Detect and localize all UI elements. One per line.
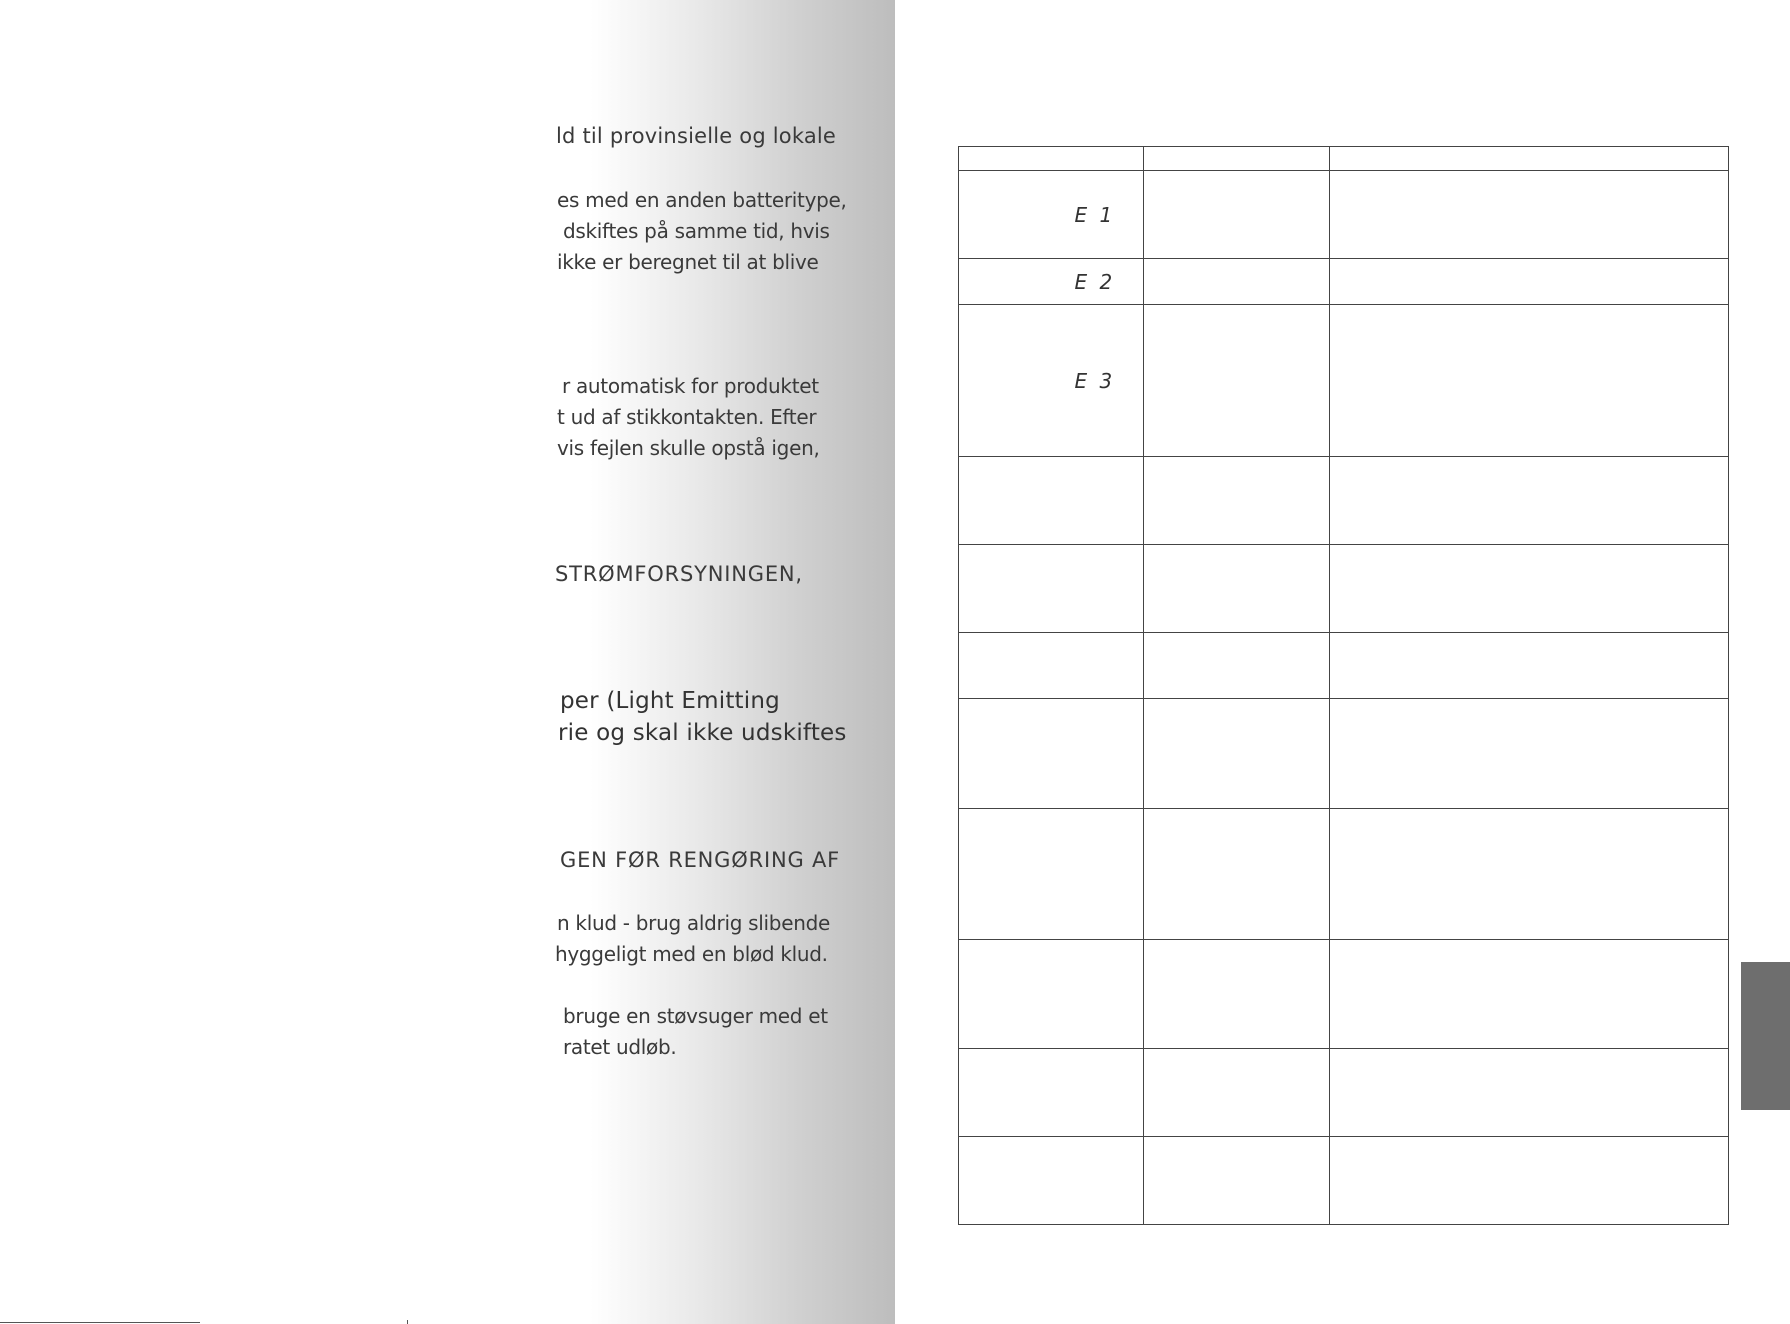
table-cell [959, 633, 1144, 699]
text-line: t ud af stikkontakten. Efter [557, 405, 817, 429]
table-cell [959, 457, 1144, 545]
text-line: ikke er beregnet til at blive [557, 250, 819, 274]
footer-rule [0, 1322, 200, 1323]
table-cell [1144, 1137, 1330, 1225]
table-cell [1330, 1137, 1729, 1225]
table-row [959, 171, 1729, 259]
footer-tick [407, 1320, 408, 1324]
table-cell [1330, 171, 1729, 259]
table-header-row [959, 147, 1729, 171]
table-cell [1330, 633, 1729, 699]
table-cell [1144, 457, 1330, 545]
table-row [959, 545, 1729, 633]
table-cell [1144, 305, 1330, 457]
table-row [959, 457, 1729, 545]
text-line: dskiftes på samme tid, hvis [563, 219, 830, 243]
error-code-cell: E 3 [959, 305, 1144, 457]
table-cell [1144, 147, 1330, 171]
table-cell [959, 1137, 1144, 1225]
table-cell [1330, 809, 1729, 940]
text-line: bruge en støvsuger med et [563, 1004, 828, 1028]
text-line: hyggeligt med en blød klud. [555, 942, 828, 966]
text-line: es med en anden batteritype, [557, 188, 847, 212]
error-code-cell: E 1 [959, 171, 1144, 259]
table-row [959, 259, 1729, 305]
table-cell [1330, 457, 1729, 545]
table-cell [1330, 305, 1729, 457]
table-row [959, 305, 1729, 457]
table-cell [1330, 1049, 1729, 1137]
table-cell [959, 940, 1144, 1049]
text-line: r automatisk for produktet [562, 374, 819, 398]
table-cell [959, 147, 1144, 171]
table-cell [959, 545, 1144, 633]
table-row [959, 940, 1729, 1049]
section-side-tab [1741, 962, 1790, 1110]
table-cell [1144, 1049, 1330, 1137]
fault-table [958, 146, 1729, 1225]
table-cell [959, 699, 1144, 809]
table-cell [1144, 633, 1330, 699]
table-cell [959, 809, 1144, 940]
error-code-cell: E 2 [959, 259, 1144, 305]
table-row [959, 633, 1729, 699]
table-row [959, 1049, 1729, 1137]
text-line: vis fejlen skulle opstå igen, [557, 436, 820, 460]
table-cell [1144, 809, 1330, 940]
text-line: STRØMFORSYNINGEN, [555, 562, 803, 586]
table-cell [1144, 545, 1330, 633]
text-line: per (Light Emitting [560, 688, 780, 714]
table-cell [1330, 147, 1729, 171]
table-row [959, 809, 1729, 940]
table-cell [1144, 699, 1330, 809]
table-cell [959, 1049, 1144, 1137]
text-line: ld til provinsielle og lokale [556, 124, 837, 148]
text-line: n klud - brug aldrig slibende [557, 911, 830, 935]
table-row [959, 699, 1729, 809]
table-cell [1144, 171, 1330, 259]
table-cell [1330, 699, 1729, 809]
table-cell [1330, 545, 1729, 633]
table-row [959, 1137, 1729, 1225]
table-cell [1144, 259, 1330, 305]
table-cell [1144, 940, 1330, 1049]
table-cell [1330, 940, 1729, 1049]
right-page [895, 0, 1790, 1324]
text-line: GEN FØR RENGØRING AF [560, 848, 841, 872]
text-line: rie og skal ikke udskiftes [558, 720, 847, 746]
text-line: ratet udløb. [563, 1035, 677, 1059]
table-cell [1330, 259, 1729, 305]
